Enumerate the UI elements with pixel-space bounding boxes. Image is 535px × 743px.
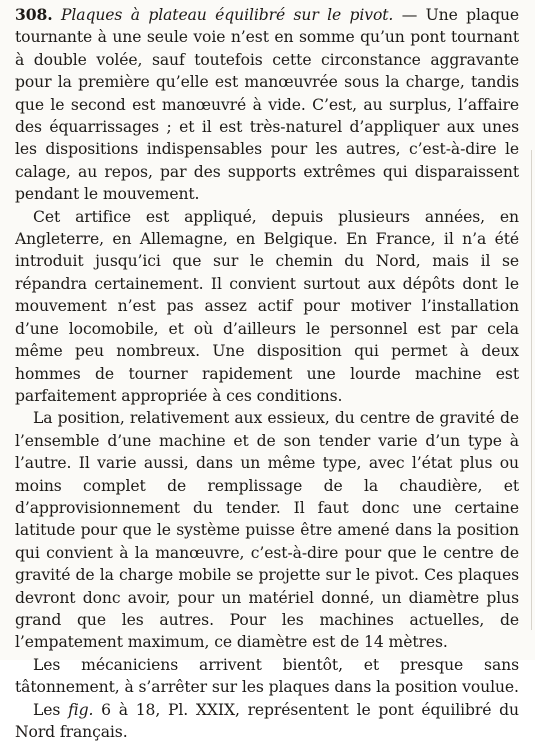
paragraph-2: La position, relativement aux essieux, du centre de gravité de l’ensemble d’une machine et de son tender varie d’un type à l’autre. Il varie aussi, dans un même type, avec l’état plus ou moins complet de remplissage de la chaudière, et d’approvisionnement du tender. Il faut donc une certaine latitude pour que le système puisse être amené dans la position qui convient à la manœuvre, c’est-à-dire pour que le centre de gravité de la charge mobile se projette sur le pivot. Ces plaques devront donc avoir, pour un matériel donné, un diamètre plus grand que les autres. Pour les machines actuelles, de l’empatement maximum, ce diamètre est de 14 mètres. <box>15 409 519 652</box>
section-text: Une plaque tournante à une seule voie n’est en somme qu’un pont tournant à double volée, sauf toutefois cette circonstance aggravante pour la première qu’elle est manœuvrée sous la charge, tandis que le second est manœuvré à vide. C’est, au surplus, l’affaire des équarrissages ; et il est très-naturel d’appliquer aux unes les dispositions indispensables pour les autres, c’est-à-dire le calage, au repos, par des supports extrêmes qui disparaissent pendant le mouvement. <box>15 6 520 204</box>
figure-abbrev: fig. <box>68 700 94 719</box>
page-edge-shadow <box>531 150 532 630</box>
section-title: Plaques à plateau équilibré sur le pivot. <box>61 6 394 24</box>
figure-reference: 6 à 18, Pl. XXIX, représentent le pont équilibré du Nord français. <box>15 700 519 741</box>
paragraph-1: Cet artifice est appliqué, depuis plusieurs années, en Angleterre, en Allemagne, en Belgique. En France, il n’a été introduit jusqu’ici que sur le chemin du Nord, mais il se répandra certainement. Il convient surtout aux dépôts dont le mouvement n’est pas assez actif pour motiver l’installation d’une locomobile, et où d’ailleurs le personnel est par cela même peu nombreux. Une disposition qui permet à deux hommes de tourner rapidement une lourde machine est parfaitement appropriée à ces conditions. <box>15 207 519 405</box>
paragraph-3: Les mécaniciens arrivent bientôt, et presque sans tâtonnement, à s’arrêter sur les plaques dans la position voulue. <box>15 655 519 697</box>
section-paragraph <box>15 4 519 206</box>
section-dash: — <box>393 6 426 24</box>
paragraph-4 <box>15 699 519 743</box>
figure-prefix: Les <box>33 700 69 719</box>
body-text <box>15 4 519 743</box>
section-number: 308. <box>15 5 53 24</box>
